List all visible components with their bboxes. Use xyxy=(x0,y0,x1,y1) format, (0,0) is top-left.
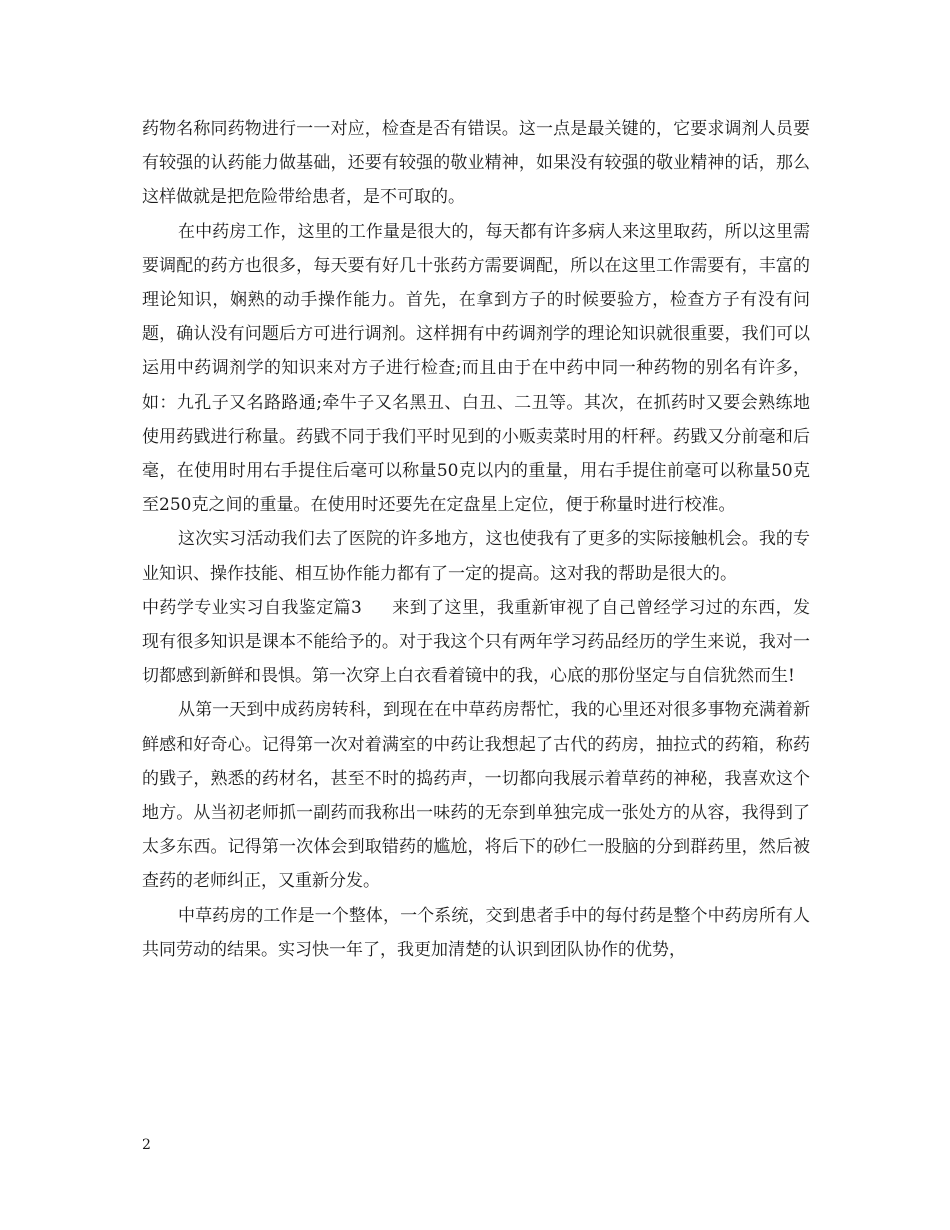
document-body xyxy=(142,112,810,967)
section-first-paragraph xyxy=(142,591,810,694)
page-number: 2 xyxy=(142,1137,151,1153)
paragraph-5: 从第一天到中成药房转科，到现在在中草药房帮忙，我的心里还对很多事物充满着新鲜感和好奇心。记得第一次对着满室的中药让我想起了古代的药房，抽拉式的药箱，称药的戥子，熟悉的药材名，甚至不时的捣药声，一切都向我展示着草药的神秘，我喜欢这个地方。从当初老师抓一副药而我称出一味药的无奈到单独完成一张处方的从容，我得到了太多东西。记得第一次体会到取错药的尴尬，将后下的砂仁一股脑的分到群药里，然后被查药的老师纠正，又重新分发。 xyxy=(142,700,810,892)
paragraph-3: 这次实习活动我们去了医院的许多地方，这也使我有了更多的实际接触机会。我的专业知识、操作技能、相互协作能力都有了一定的提高。这对我的帮助是很大的。 xyxy=(142,529,810,584)
paragraph-2: 在中药房工作，这里的工作量是很大的，每天都有许多病人来这里取药，所以这里需要调配的药方也很多，每天要有好几十张药方需要调配，所以在这里工作需要有，丰富的理论知识，娴熟的动手操作能力。首先，在拿到方子的时候要验方，检查方子有没有问题，确认没有问题后方可进行调剂。这样拥有中药调剂学的理论知识就很重要，我们可以运用中药调剂学的知识来对方子进行检查;而且由于在中药中同一种药物的别名有许多，如：九孔子又名路路通;牵牛子又名黑丑、白丑、二丑等。其次，在抓药时又要会熟练地使用药戥进行称量。药戥不同于我们平时见到的小贩卖菜时用的杆秤。药戥又分前毫和后毫，在使用时用右手提住后毫可以称量50克以内的重量，用右手提住前毫可以称量50克至250克之间的重量。在使用时还要先在定盘星上定位，便于称量时进行校准。 xyxy=(142,221,810,516)
section-first-text: 来到了这里，我重新审视了自己曾经学习过的东西，发现有很多知识是课本不能给予的。对于我这个只有两年学习药品经历的学生来说，我对一切都感到新鲜和畏惧。第一次穿上白衣看着镜中的我，心底的那份坚定与自信犹然而生! xyxy=(142,597,810,687)
paragraph-1: 药物名称同药物进行一一对应，检查是否有错误。这一点是最关键的，它要求调剂人员要有较强的认药能力做基础，还要有较强的敬业精神，如果没有较强的敬业精神的话，那么这样做就是把危险带给患者，是不可取的。 xyxy=(142,119,810,208)
section-heading: 中药学专业实习自我鉴定篇3 xyxy=(142,597,362,618)
paragraph-6: 中草药房的工作是一个整体，一个系统，交到患者手中的每付药是整个中药房所有人共同劳动的结果。实习快一年了，我更加清楚的认识到团队协作的优势， xyxy=(142,905,810,960)
